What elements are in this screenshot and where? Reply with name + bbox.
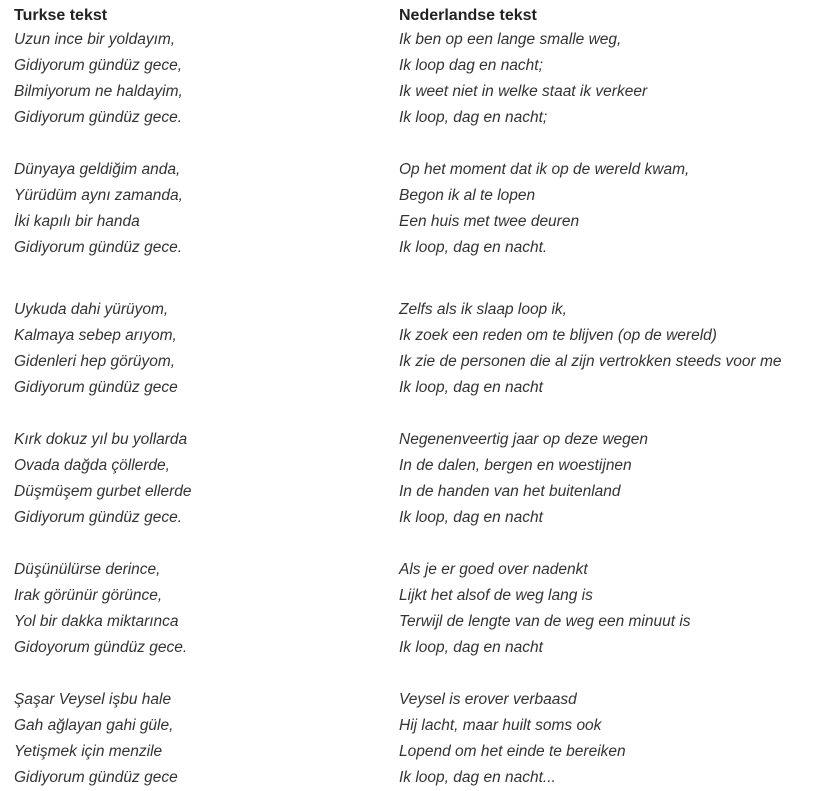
- dutch-header: Nederlandse tekst: [399, 7, 537, 24]
- poem-line: Kırk dokuz yıl bu yollarda: [14, 431, 188, 448]
- poem-line: Gidoyorum gündüz gece.: [14, 639, 188, 656]
- poem-line: Ik zie de personen die al zijn vertrokken steeds voor me: [399, 353, 782, 370]
- poem-line: Düşmüşem gurbet ellerde: [14, 483, 192, 500]
- poem-line: Ik loop, dag en nacht;: [399, 109, 548, 126]
- poem-line: Ik loop, dag en nacht: [399, 509, 543, 526]
- poem-line: Negenenveertig jaar op deze wegen: [399, 431, 649, 448]
- dutch-stanza-3: [399, 297, 811, 401]
- poem-line: Bilmiyorum ne haldayim,: [14, 83, 183, 100]
- poem-line: Yürüdüm aynı zamanda,: [14, 187, 183, 204]
- poem-line: Begon ik al te lopen: [399, 187, 536, 204]
- turkish-stanza-5: [14, 557, 384, 661]
- poem-line: Ik zoek een reden om te blijven (op de wereld): [399, 327, 717, 344]
- poem-line: Gidenleri hep görüyom,: [14, 353, 176, 370]
- poem-line: Dünyaya geldiğim anda,: [14, 161, 181, 178]
- poem-line: Şaşar Veysel işbu hale: [14, 691, 172, 708]
- poem-line: Irak görünür görünce,: [14, 587, 163, 604]
- poem-line: Uzun ince bir yoldayım,: [14, 31, 176, 48]
- poem-line: Ik ben op een lange smalle weg,: [399, 31, 622, 48]
- poem-line: Lopend om het einde te bereiken: [399, 743, 626, 760]
- poem-line: Lijkt het alsof de weg lang is: [399, 587, 593, 604]
- turkish-stanza-3: [14, 297, 384, 401]
- poem-line: Ik loop, dag en nacht...: [399, 769, 556, 786]
- poem-line: In de handen van het buitenland: [399, 483, 621, 500]
- poem-line: In de dalen, bergen en woestijnen: [399, 457, 632, 474]
- dutch-stanza-1: [399, 27, 811, 131]
- poem-line: Ik loop, dag en nacht: [399, 639, 543, 656]
- poem-line: Gidiyorum gündüz gece,: [14, 57, 183, 74]
- poem-line: Hij lacht, maar huilt soms ook: [399, 717, 602, 734]
- poem-line: Düşünülürse derince,: [14, 561, 161, 578]
- poem-line: Yol bir dakka miktarınca: [14, 613, 179, 630]
- turkish-header: Turkse tekst: [14, 7, 108, 24]
- dutch-stanza-5: [399, 557, 811, 661]
- poem-line: Veysel is erover verbaasd: [399, 691, 577, 708]
- poem-line: Ik weet niet in welke staat ik verkeer: [399, 83, 648, 100]
- turkish-stanza-4: [14, 427, 384, 531]
- poem-line: Gidiyorum gündüz gece: [14, 379, 178, 396]
- poem-line: Ik loop dag en nacht;: [399, 57, 543, 74]
- poem-line: İki kapılı bir handa: [14, 213, 140, 230]
- turkish-stanza-2: [14, 157, 384, 261]
- poem-line: Op het moment dat ik op de wereld kwam,: [399, 161, 690, 178]
- poem-line: Gidiyorum gündüz gece.: [14, 239, 183, 256]
- poem-line: Terwijl de lengte van de weg een minuut is: [399, 613, 691, 630]
- poem-line: Ik loop, dag en nacht.: [399, 239, 548, 256]
- turkish-stanza-1: [14, 27, 384, 131]
- poem-line: Yetişmek için menzile: [14, 743, 163, 760]
- poem-line: Gidiyorum gündüz gece.: [14, 109, 183, 126]
- poem-line: Uykuda dahi yürüyom,: [14, 301, 169, 318]
- poem-line: Ik loop, dag en nacht: [399, 379, 543, 396]
- poem-line: Een huis met twee deuren: [399, 213, 580, 230]
- dutch-column: [399, 4, 811, 791]
- dutch-stanza-4: [399, 427, 811, 531]
- poem-line: Kalmaya sebep arıyom,: [14, 327, 177, 344]
- dutch-stanza-2: [399, 157, 811, 261]
- poem-line: Als je er goed over nadenkt: [399, 561, 588, 578]
- dutch-stanza-6: [399, 687, 811, 791]
- poem-line: Gidiyorum gündüz gece.: [14, 509, 183, 526]
- poem-line: Gidiyorum gündüz gece: [14, 769, 178, 786]
- turkish-column: [14, 4, 384, 791]
- poem-line: Gah ağlayan gahi güle,: [14, 717, 174, 734]
- poem-line: Zelfs als ik slaap loop ik,: [399, 301, 567, 318]
- turkish-stanza-6: [14, 687, 384, 791]
- poem-line: Ovada dağda çöllerde,: [14, 457, 170, 474]
